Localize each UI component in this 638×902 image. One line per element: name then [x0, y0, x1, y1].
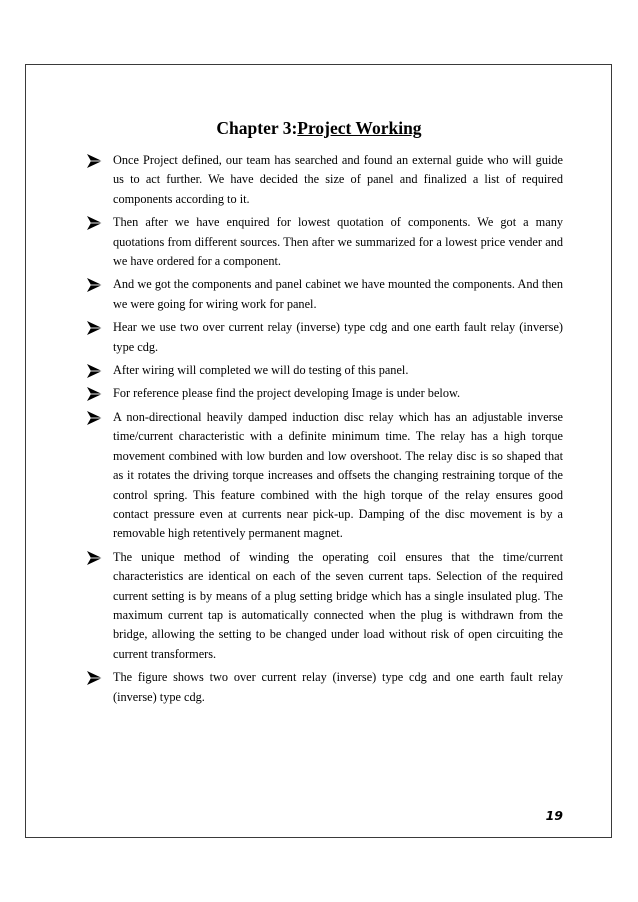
- list-item: [85, 275, 563, 314]
- list-item: [85, 668, 563, 707]
- list-item: [85, 548, 563, 664]
- list-item-text: For reference please find the project developing Image is under below.: [113, 386, 461, 401]
- arrow-bullet-icon: [85, 362, 105, 380]
- arrow-bullet-icon: [85, 549, 105, 567]
- list-item-text: After wiring will completed we will do testing of this panel.: [113, 363, 409, 378]
- list-item-text: The figure shows two over current relay (inverse) type cdg and one earth fault relay (inverse) type cdg.: [113, 670, 563, 704]
- list-item: [85, 361, 563, 380]
- arrow-bullet-icon: [85, 409, 105, 427]
- list-item: [85, 408, 563, 544]
- arrow-bullet-icon: [85, 214, 105, 232]
- arrow-bullet-icon: [85, 385, 105, 403]
- chapter-title: [0, 116, 638, 140]
- list-item: [85, 384, 563, 403]
- arrow-bullet-icon: [85, 276, 105, 294]
- list-item: [85, 318, 563, 357]
- arrow-bullet-icon: [85, 319, 105, 337]
- list-item-text: The unique method of winding the operating coil ensures that the time/current characteristics are identical on each of the seven current taps. Selection of the required current setting is by means of a plug setting bridge which has a single insulated plug. The maximum current tap is automatically connected when the plug is withdrawn from the bridge, allowing the setting to be changed under load without risk of open circuiting the current transformers.: [113, 549, 563, 661]
- list-item-text: Then after we have enquired for lowest quotation of components. We got a many quotations from different sources. Then after we summarized for a lowest price vender and we have ordered for a component.: [113, 215, 563, 269]
- list-item: [85, 151, 563, 209]
- list-item-text: Hear we use two over current relay (inverse) type cdg and one earth fault relay (inverse) type cdg.: [113, 320, 563, 354]
- chapter-title-underlined: Project Working: [297, 118, 422, 138]
- chapter-title-prefix: Chapter 3:: [216, 118, 298, 138]
- list-item: [85, 213, 563, 271]
- page-number: 19: [545, 808, 563, 823]
- bullet-list: [85, 151, 563, 711]
- arrow-bullet-icon: [85, 669, 105, 687]
- list-item-text: A non-directional heavily damped induction disc relay which has an adjustable inverse time/current characteristic with a definite minimum time. The relay has a high torque movement combined with low burden and low overshoot. The relay disc is so shaped that as it rotates the driving torque increases and offsets the changing restraining torque of the control spring. This feature combined with the high torque of the relay ensures good contact pressure even at currents near pick-up. Damping of the disc movement is by a removable high retentively permanent magnet.: [113, 409, 563, 541]
- list-item-text: And we got the components and panel cabinet we have mounted the components. And then we were going for wiring work for panel.: [113, 277, 563, 311]
- list-item-text: Once Project defined, our team has searched and found an external guide who will guide us to act further. We have decided the size of panel and finalized a list of required components according to it.: [113, 153, 563, 206]
- arrow-bullet-icon: [85, 152, 105, 170]
